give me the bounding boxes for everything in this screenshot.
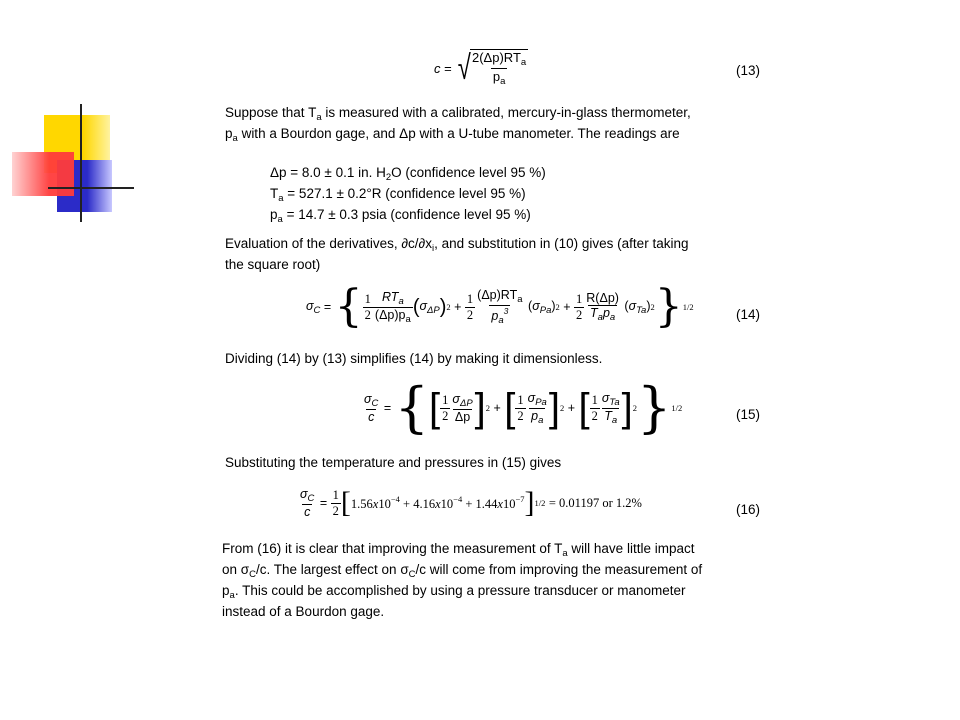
horizontal-rule [48,187,134,189]
equation-13: c = √ $\frac{2(\Delta p)RT_a}{p_a}$ [434,49,527,87]
equation-15: $\frac{\sigma_C}{c}$ = { [ $\frac{1}{2}$ $\frac{\sigma_{\Delta P}}{\Delta p}$ ] 2 + [ $\frac{1}{2}$ $\frac{\sigma_{Pa}}{p_a}$ ] 2 + [ $\frac{1}{2}$ $\frac{\sigma_{Ta}}{T_a}$ ] 2 } 1/2 [364,376,683,439]
equation-15-number: (15) [736,407,761,422]
reading-ta: $T_a = 527.1 \pm 0.2^\circ R$ (confidence level 95 %) [270,186,526,204]
dividing-text: Dividing (14) by (13) simplifies (14) by making it dimensionless. [225,351,603,366]
vertical-rule [80,104,82,222]
equation-16: $\frac{\sigma_C}{c}$ = $\frac{1}{2}$ [ $1.56x10^{-4} + 4.16x10^{-4} + 1.44x10^{-7}$ ] 1/2 = 0.01197 or 1.2% [300,486,642,519]
evaluation-paragraph: Evaluation of the derivatives, $\partial c/\partial x_i$, and substitution in (10) gives (after taking the square root) [225,236,689,272]
reading-pa: $p_a = 14.7 \pm 0.3$ psia (confidence level 95 %) [270,207,531,225]
substituting-text: Substituting the temperature and pressures in (15) gives [225,455,562,470]
equation-13-number: (13) [736,63,761,78]
intro-paragraph: Suppose that $T_a$ is measured with a calibrated, mercury-in-glass thermometer, $p_a$ with a Bourdon gage, and Δp with a U-tube manometer. The readings are [225,105,691,144]
readings-list [270,165,546,228]
conclusion-paragraph: From (16) it is clear that improving the measurement of $T_a$ will have little impact on $\sigma_C/c$. The largest effect on $\sigma_C/c$ will come from improving the measurement of $p_a$. This could be accomplished by using a pressure transducer or manometer instead of a Bourdon gage. [222,541,703,619]
reading-delta-p: Δp = 8.0 ± 0.1 in. $H_2O$ (confidence level 95 %) [270,165,546,183]
equation-16-result: = 0.01197 or 1.2% [548,495,642,510]
equation-14-number: (14) [736,307,761,322]
equation-16-number: (16) [736,502,761,517]
equation-14: $\sigma_C$ = { $\frac{1}{2}$ $\frac{RT_a}{(\Delta p)p_a}$ ( $\sigma_{\Delta P}$ ) 2 + $\frac{1}{2}$ $\frac{(\Delta p)RT_a}{p_a^3}$ $(\sigma_{Pa})$ 2 + $\frac{1}{2}$ $\frac{R(\Delta p)}{T_ap_a}$ $(\sigma_{Ta})$ 2 } 1/2 [306,281,694,332]
sqrt-sign: √ [458,49,472,87]
red-square [12,152,74,196]
